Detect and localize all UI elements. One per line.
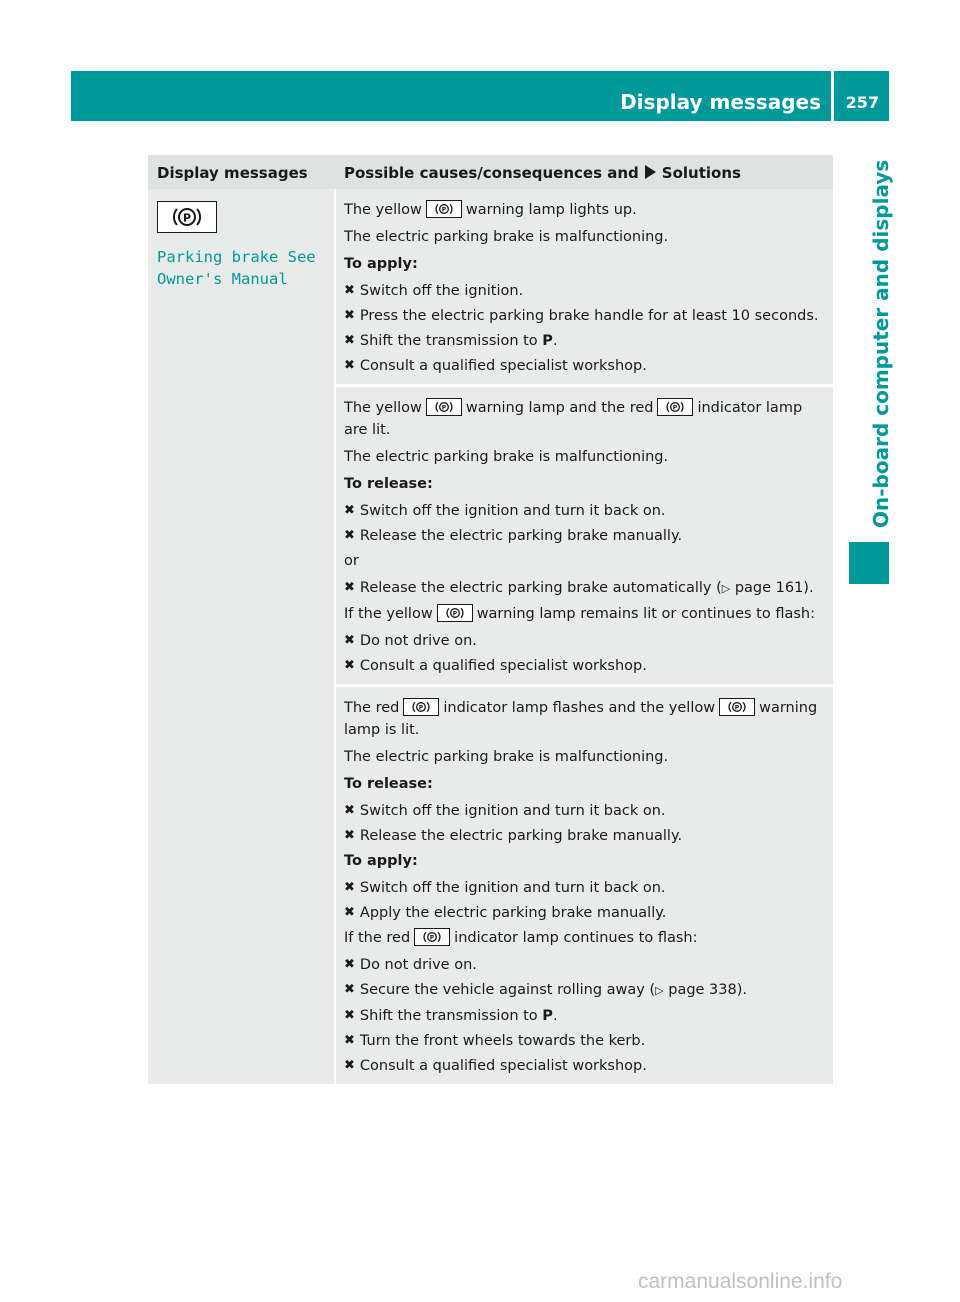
parking-brake-icon [426,398,462,416]
cause-text [344,603,826,625]
text: indicator lamp continues to flash: [454,930,698,946]
text: . [552,333,558,349]
step-arrow-icon: ✖︎ [344,528,355,543]
display-message-cell [148,189,336,1084]
text: P [542,333,553,349]
list-item [344,800,826,822]
list-item [344,655,826,677]
list-item [344,902,826,924]
step-text: Apply the electric parking brake manually. [359,905,667,921]
list-item [344,305,826,327]
parking-brake-icon [157,201,217,233]
step-arrow-icon [645,165,656,179]
header-divider [831,71,834,121]
parking-brake-icon [426,200,462,218]
parking-brake-icon [414,928,450,946]
header-bar [71,71,889,121]
step-arrow-icon: ✖︎ [344,803,355,818]
list-item [344,825,826,847]
text: The yellow [344,400,422,416]
step-arrow-icon: ✖︎ [344,1058,355,1073]
step-text: Press the electric parking brake handle for at least 10 seconds. [359,308,819,324]
cause-section-1 [336,189,833,387]
side-tab [849,150,893,584]
parking-brake-icon [437,604,473,622]
step-arrow-icon: ✖︎ [344,633,355,648]
text: Release the electric parking brake automatically ( [359,580,722,596]
step-arrow-icon: ✖︎ [344,982,355,997]
col-header-causes-text: Possible causes/consequences and [344,164,639,182]
step-arrow-icon: ✖︎ [344,333,355,348]
or-text: or [344,553,359,569]
cause-text: The electric parking brake is malfunctioning. [344,449,669,465]
step-text: Consult a qualified specialist workshop. [359,1058,647,1074]
cause-text [344,697,826,741]
cause-text [344,397,826,441]
step-arrow-icon: ✖︎ [344,283,355,298]
step-text: Do not drive on. [359,633,477,649]
side-tab-label: On-board computer and displays [869,159,893,528]
step-text [360,1005,558,1027]
svg-text:P: P [734,704,740,712]
list-item [344,500,826,522]
watermark: carmanualsonline.info [638,1270,843,1293]
list-item [344,877,826,899]
text: warning lamp and the red [465,400,654,416]
text: Secure the vehicle against rolling away ( [359,982,656,998]
cause-text: The electric parking brake is malfunctioning. [344,229,669,245]
step-text: Consult a qualified specialist workshop. [359,358,647,374]
page-reference[interactable]: page 161). [734,580,814,596]
side-tab-marker [849,542,889,584]
col-header-solutions-text: Solutions [661,164,741,182]
list-item [344,979,826,1002]
text: warning lamp lights up. [465,202,637,218]
svg-text:P: P [441,206,447,214]
action-heading: To release: [344,476,433,492]
cause-text: The electric parking brake is malfunctioning. [344,749,669,765]
step-text: Switch off the ignition and turn it back on. [359,803,666,819]
page-number: 257 [845,93,879,112]
display-message-line: Owner's Manual [157,270,288,288]
text: Shift the transmission to [359,1008,538,1024]
step-arrow-icon: ✖︎ [344,658,355,673]
step-arrow-icon: ✖︎ [344,358,355,373]
display-message-text [157,246,325,290]
step-text [360,577,814,600]
list-item [344,630,826,652]
action-heading: To apply: [344,853,418,869]
table-body [148,189,833,1084]
step-text: Switch off the ignition and turn it back on. [359,503,666,519]
list-item [344,1005,826,1027]
step-text: Release the electric parking brake manually. [359,528,683,544]
cause-section-2 [336,387,833,687]
table-header [148,155,833,189]
step-arrow-icon: ✖︎ [344,957,355,972]
svg-text:P: P [419,704,424,712]
text: If the yellow [344,606,433,622]
svg-text:P: P [441,404,447,412]
text: warning lamp remains lit or continues to flash: [476,606,815,622]
step-text [360,979,747,1002]
step-arrow-icon: ✖︎ [344,503,355,518]
list-item [344,954,826,976]
page-reference[interactable]: page 338). [668,982,748,998]
text: The red [344,700,400,716]
step-arrow-icon: ✖︎ [344,905,355,920]
parking-brake-icon [403,698,439,716]
action-heading: To apply: [344,256,418,272]
list-item [344,1055,826,1077]
text: If the red [344,930,411,946]
step-text: Turn the front wheels towards the kerb. [359,1033,646,1049]
list-item [344,1030,826,1052]
page-title: Display messages [620,90,821,114]
text: warning lamp is lit. [344,700,818,738]
step-text: Consult a qualified specialist workshop. [359,658,647,674]
step-text: Switch off the ignition. [359,283,524,299]
parking-brake-icon [719,698,755,716]
cause-section-3 [336,687,833,1084]
list-item [344,330,826,352]
text: The yellow [344,202,422,218]
step-arrow-icon: ✖︎ [344,1033,355,1048]
step-arrow-icon: ✖︎ [344,308,355,323]
solutions-cell [336,189,833,1084]
list-item [344,280,826,302]
parking-brake-icon [657,398,693,416]
text: indicator lamp flashes and the yellow [443,700,716,716]
list-item [344,355,826,377]
text: P [542,1008,553,1024]
step-arrow-icon: ✖︎ [344,580,355,595]
svg-text:P: P [673,404,678,412]
text: . [552,1008,558,1024]
cause-text [344,927,826,949]
step-text: Release the electric parking brake manually. [359,828,683,844]
text: Shift the transmission to [359,333,538,349]
display-messages-table [148,155,833,1084]
display-message-line: Parking brake See [157,248,316,266]
page-reference-triangle-icon: ▷ [655,984,664,997]
step-text [360,330,558,352]
svg-text:P: P [182,211,192,225]
step-arrow-icon: ✖︎ [344,880,355,895]
cause-text [344,199,826,221]
page-reference-triangle-icon: ▷ [721,582,731,595]
step-text: Switch off the ignition and turn it back on. [359,880,666,896]
col-header-display-messages: Display messages [157,164,308,182]
svg-text:P: P [452,610,457,618]
action-heading: To release: [344,776,433,792]
text: indicator lamp are lit. [344,400,803,438]
svg-text:P: P [429,934,435,942]
step-text: Do not drive on. [359,957,477,973]
col-header-causes [336,155,833,189]
list-item [344,577,826,600]
step-arrow-icon: ✖︎ [344,828,355,843]
step-arrow-icon: ✖︎ [344,1008,355,1023]
list-item [344,525,826,547]
